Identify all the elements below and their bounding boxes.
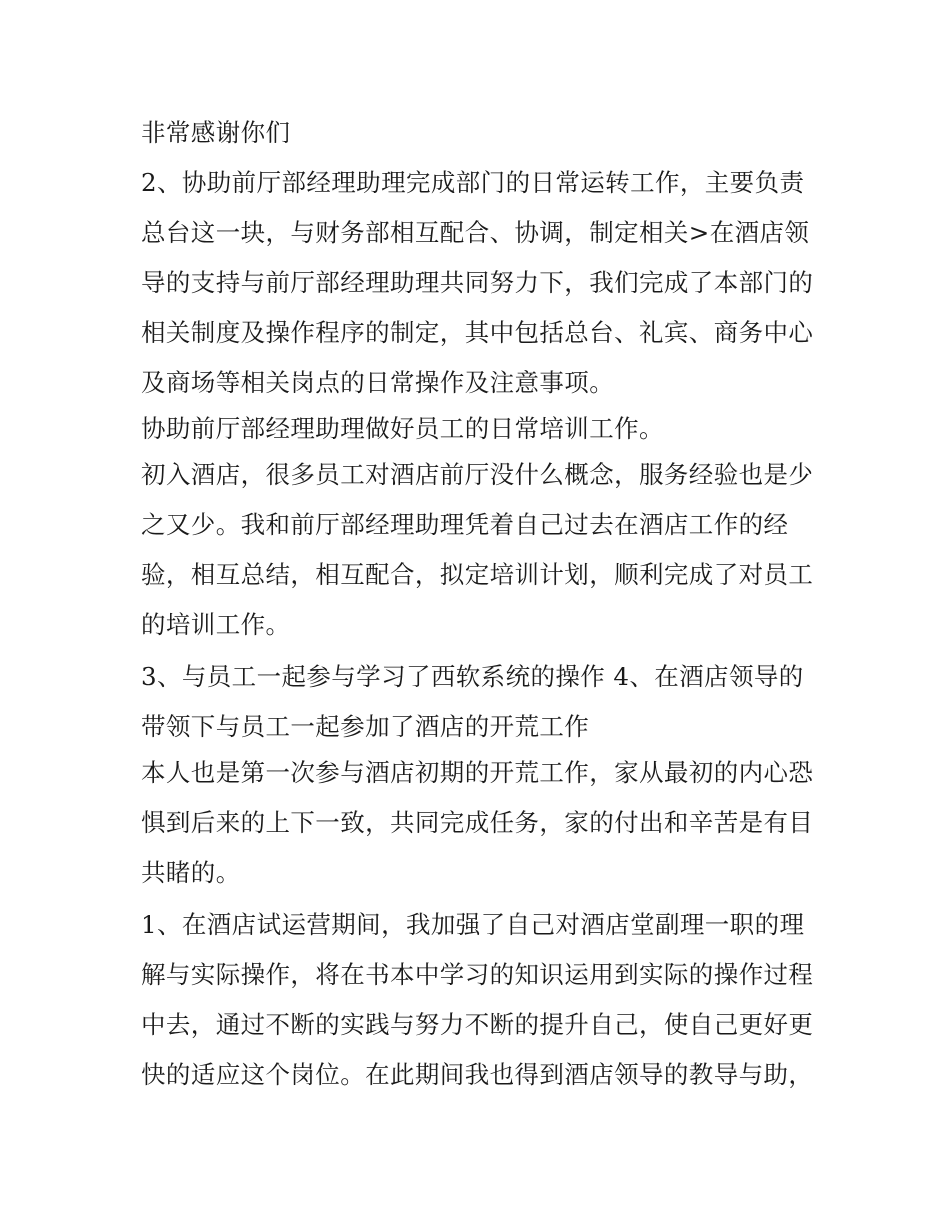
paragraph: [141, 158, 821, 408]
paragraph: [141, 900, 821, 1100]
text-line: 初入酒店，很多员工对酒店前厅没什么概念，服务经验也是少: [141, 460, 814, 489]
text-line: 非常感谢你们: [141, 118, 291, 147]
text-line: 3、与员工一起参与学习了西软系统的操作 4、在酒店领导的: [141, 662, 804, 691]
text-line: 验，相互总结，相互配合，拟定培训计划，顺利完成了对员工: [141, 560, 814, 589]
text-line: 共睹的。: [141, 858, 241, 887]
document-page: [141, 108, 821, 1100]
text-line: 快的适应这个岗位。在此期间我也得到酒店领导的教导与助，: [141, 1060, 814, 1089]
text-line: 相关制度及操作程序的制定，其中包括总台、礼宾、商务中心: [141, 318, 814, 347]
text-line: 1、在酒店试运营期间，我加强了自己对酒店堂副理一职的理: [141, 910, 805, 939]
paragraph: [141, 748, 821, 898]
paragraph: [141, 450, 821, 650]
text-line: 带领下与员工一起参加了酒店的开荒工作: [141, 712, 590, 741]
text-line: 中去，通过不断的实践与努力不断的提升自己，使自己更好更: [141, 1010, 814, 1039]
text-line: 2、协助前厅部经理助理完成部门的日常运转工作，主要负责: [141, 168, 805, 197]
text-line: 本人也是第一次参与酒店初期的开荒工作，家从最初的内心恐: [141, 758, 814, 787]
text-line: 导的支持与前厅部经理助理共同努力下，我们完成了本部门的: [141, 268, 814, 297]
paragraph: [141, 404, 821, 454]
text-line: 之又少。我和前厅部经理助理凭着自己过去在酒店工作的经: [141, 510, 789, 539]
text-line: 惧到后来的上下一致，共同完成任务，家的付出和辛苦是有目: [141, 808, 814, 837]
text-line: 总台这一块，与财务部相互配合、协调，制定相关>在酒店领: [141, 218, 810, 247]
text-line: 协助前厅部经理助理做好员工的日常培训工作。: [141, 414, 664, 443]
paragraph: [141, 652, 821, 752]
text-line: 及商场等相关岗点的日常操作及注意事项。: [141, 368, 615, 397]
text-line: 的培训工作。: [141, 610, 291, 639]
text-line: 解与实际操作，将在书本中学习的知识运用到实际的操作过程: [141, 960, 814, 989]
paragraph: [141, 108, 821, 158]
